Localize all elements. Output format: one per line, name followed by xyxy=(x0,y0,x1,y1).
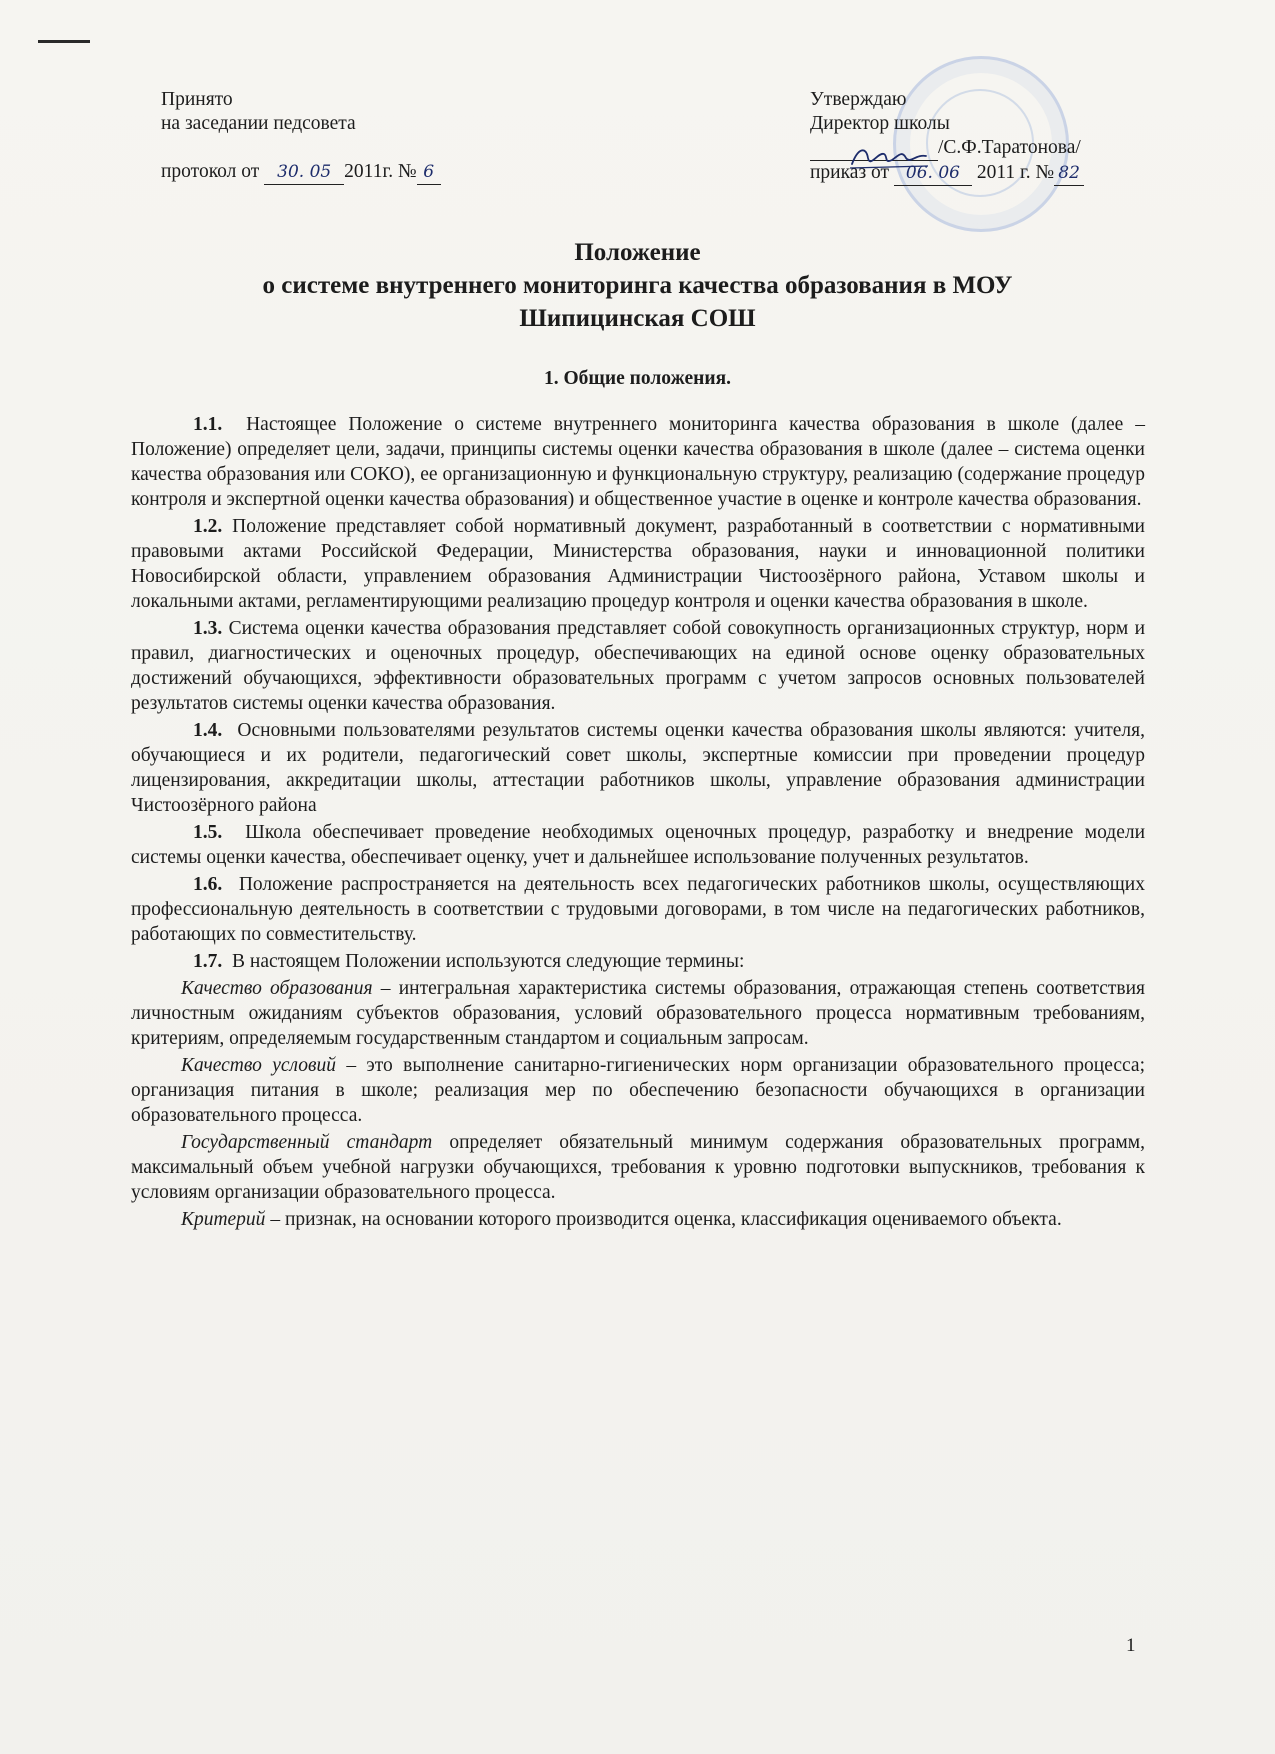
paragraph-number: 1.4. xyxy=(193,720,223,741)
order-date-handwritten: 06. 06 xyxy=(905,163,960,183)
order-year: 2011 г. № xyxy=(976,162,1055,183)
document-school-name: Шипицинская СОШ xyxy=(519,305,756,332)
paragraph-text: Положение распространяется на деятельность всех педагогических работников школы, осуществляющих профессиональную деятельность в соответствии с трудовыми договорами, в том числе на педагогических работников, работающих по совместительству. xyxy=(131,874,1145,945)
paragraph-text: Школа обеспечивает проведение необходимых оценочных процедур, разработку и внедрение модели системы оценки качества, обеспечивает оценку, учет и дальнейшее использование полученных результатов. xyxy=(131,822,1146,868)
paragraph xyxy=(131,949,1145,974)
director-label: Директор школы xyxy=(810,113,950,134)
document-subtitle: о системе внутреннего мониторинга качества образования в МОУ xyxy=(262,272,1013,299)
paragraph-number: 1.6. xyxy=(193,874,223,895)
paragraph xyxy=(131,412,1145,512)
director-signature xyxy=(848,142,930,172)
term-name: Качество образования xyxy=(181,978,373,999)
term-definition xyxy=(131,1053,1145,1128)
term-name: Качество условий xyxy=(181,1055,336,1076)
term-definition xyxy=(131,976,1145,1051)
order-number-handwritten: 82 xyxy=(1058,163,1080,183)
approve-label: Утверждаю xyxy=(810,89,907,110)
paragraph xyxy=(131,872,1145,947)
document-body xyxy=(131,412,1145,1234)
protocol-date-handwritten: 30. 05 xyxy=(277,162,332,182)
accepted-at-council: на заседании педсовета xyxy=(161,113,356,134)
paragraph-number: 1.5. xyxy=(193,822,223,843)
paragraph-text: Основными пользователями результатов системы оценки качества образования школы являются: учителя, обучающиеся и их родители, педагогический совет школы, экспертные комиссии при проведении процедур лицензирования, аккредитации школы, аттестации работников школы, управление образования администрации Чистоозёрного района xyxy=(131,720,1145,816)
paragraph xyxy=(131,820,1145,870)
term-text: – признак, на основании которого производится оценка, классификация оцениваемого объекта. xyxy=(265,1209,1062,1230)
term-definition xyxy=(131,1207,1145,1232)
paragraph xyxy=(131,718,1145,818)
paragraph-number: 1.7. xyxy=(193,951,223,972)
header-accepted-block xyxy=(161,88,441,185)
paragraph-text: В настоящем Положении используются следующие термины: xyxy=(232,951,745,972)
paragraph xyxy=(131,514,1145,614)
paragraph xyxy=(131,616,1145,716)
paragraph-text: Система оценки качества образования представляет собой совокупность организационных структур, норм и правил, диагностических и оценочных процедур, обеспечивающих на единой основе оценку образовательных достижений обучающихся, эффективности образовательных программ с учетом запросов основных пользователей результатов системы оценки качества образования. xyxy=(131,618,1146,714)
term-text: определяет обязательный минимум содержания образовательных программ, максимальный объем учебной нагрузки обучающихся, требования к уровню подготовки выпускников, требования к условиям организации образовательного процесса. xyxy=(131,1132,1145,1203)
paragraph-number: 1.3. xyxy=(193,618,223,639)
protocol-prefix: протокол от xyxy=(161,161,260,182)
order-prefix: приказ от xyxy=(810,162,890,183)
term-text: – интегральная характеристика системы образования, отражающая степень соответствия личностным ожиданиям субъектов образования, условий образовательного процесса нормативным требованиям, критериям, определяемым государственным стандартом и социальным запросам. xyxy=(131,978,1145,1049)
protocol-line xyxy=(161,160,441,185)
paragraph-number: 1.1. xyxy=(193,414,223,435)
paragraph-number: 1.2. xyxy=(193,516,223,537)
paragraph-text: Настоящее Положение о системе внутреннего мониторинга качества образования в школе (далее – Положение) определяет цели, задачи, принципы системы оценки качества образования в школе (далее – система оценки качества образования или СОКО), ее организационную и функциональную структуру, реализацию (содержание процедур контроля и экспертной оценки качества образования) и общественное участие в оценке и контроле качества образования. xyxy=(131,414,1146,510)
page-number: 1 xyxy=(1126,1635,1136,1656)
term-name: Государственный стандарт xyxy=(181,1132,433,1153)
section-heading: 1. Общие положения. xyxy=(543,368,731,389)
term-text: – это выполнение санитарно-гигиенических норм организации образовательного процесса; организация питания в школе; реализация мер по обеспечению безопасности обучающихся в организации образовательного процесса. xyxy=(131,1055,1145,1126)
paragraph-text: Положение представляет собой нормативный документ, разработанный в соответствии с нормативными правовыми актами Российской Федерации, Министерства образования, науки и инновационной политики Новосибирской области, управлением образования Администрации Чистоозёрного района, Уставом школы и локальными актами, регламентирующими реализацию процедур контроля и оценки качества образования в школе. xyxy=(131,516,1145,612)
protocol-number-handwritten: 6 xyxy=(423,162,435,182)
accepted-label: Принято xyxy=(161,89,233,110)
signer-name: /С.Ф.Таратонова/ xyxy=(938,137,1081,158)
scan-mark xyxy=(38,40,90,43)
term-definition xyxy=(131,1130,1145,1205)
protocol-year: 2011г. № xyxy=(344,161,417,182)
term-name: Критерий xyxy=(181,1209,266,1230)
document-title: Положение xyxy=(574,239,701,266)
